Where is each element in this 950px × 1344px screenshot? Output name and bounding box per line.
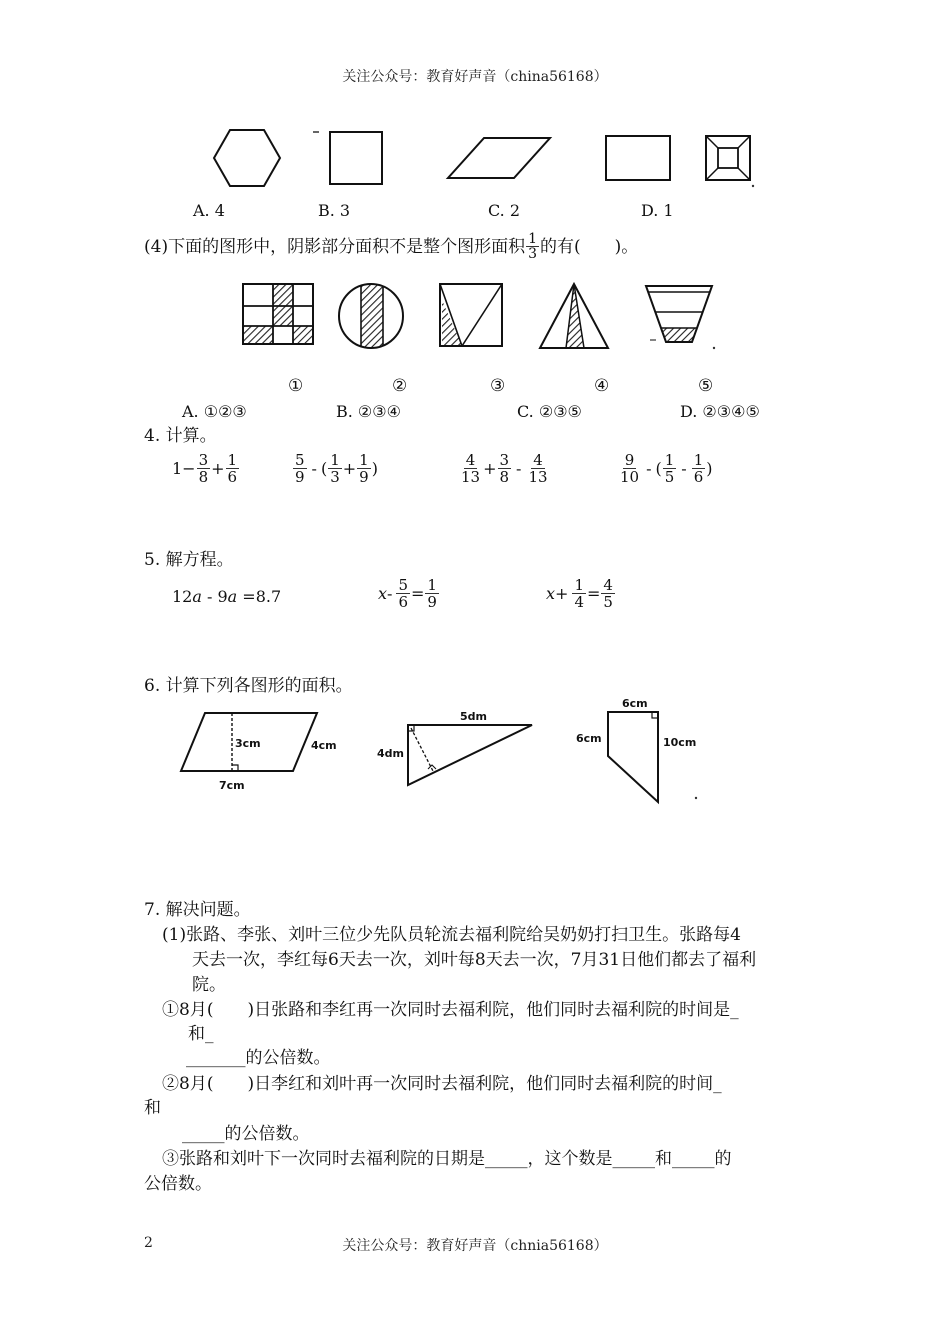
triangle-leg-label: 4dm xyxy=(377,747,404,760)
q4-label-2: ② xyxy=(392,376,408,396)
calc-4-op-2: - xyxy=(681,459,687,478)
triangle-hypotenuse-label: 5dm xyxy=(460,710,487,723)
q4-figure-4 xyxy=(540,284,608,348)
section-5-title: 5. 解方程。 xyxy=(144,550,234,570)
nested-square-shape xyxy=(706,136,750,180)
area-figure-triangle xyxy=(372,705,542,795)
calc-2-op-2: + xyxy=(342,459,357,478)
q4-figure-3 xyxy=(440,284,502,346)
calc-expr-1 xyxy=(172,452,240,485)
q4-option-c: C. ②③⑤ xyxy=(517,402,582,421)
q3-option-b: B. 3 xyxy=(318,201,351,220)
eq-3-frac-2: $\frac{4}{5}$ xyxy=(603,576,613,611)
sub-question-2-line-2: 和 xyxy=(144,1098,161,1118)
q4-frac-den: 3 xyxy=(528,246,538,262)
calc-3-frac-3: $\frac{4}{13}$ xyxy=(528,451,548,486)
q4-option-d: D. ②③④⑤ xyxy=(680,402,760,421)
eq-1-rhs: =8.7 xyxy=(237,587,282,606)
eq-1-op: - 9 xyxy=(201,587,228,606)
calc-2-frac-1: $\frac{5}{9}$ xyxy=(295,451,305,486)
section-4-title: 4. 计算。 xyxy=(144,426,217,446)
calc-expr-2 xyxy=(292,452,378,485)
q4-question xyxy=(144,232,638,261)
q4-figure-5 xyxy=(646,286,715,349)
eq-3-frac-1: $\frac{1}{4}$ xyxy=(574,576,584,611)
parallelogram-height-label: 3cm xyxy=(235,737,261,750)
eq-2-frac-2: $\frac{1}{9}$ xyxy=(427,576,437,611)
sub-question-3-line-1: ③张路和刘叶下一次同时去福利院的日期是_____，这个数是_____和_____的 xyxy=(162,1149,732,1169)
eq-2-frac-1: $\frac{5}{6}$ xyxy=(398,576,408,611)
calc-2-paren-open: ( xyxy=(320,459,328,478)
calc-1-frac-2: $\frac{1}{6}$ xyxy=(227,451,238,486)
calc-4-paren-open: ( xyxy=(655,459,662,478)
trapezoid-left-label: 6cm xyxy=(576,732,602,745)
square-shape xyxy=(330,132,382,184)
q3-option-d: D. 1 xyxy=(641,201,674,220)
page-footer: 关注公众号：教育好声音（chnia56168） xyxy=(342,1238,608,1254)
calc-3-op-1: + xyxy=(483,459,497,478)
q4-fraction xyxy=(526,232,539,261)
calc-1-frac-1: $\frac{3}{8}$ xyxy=(198,451,209,486)
page-header: 关注公众号：教育好声音（china56168） xyxy=(342,69,608,85)
sub-question-2-line-1: ②8月( )日李红和刘叶再一次同时去福利院，他们同时去福利院的时间_ xyxy=(162,1074,722,1094)
q4-figure-2 xyxy=(339,282,403,352)
hexagon-shape xyxy=(214,130,280,186)
section-7-title: 7. 解决问题。 xyxy=(144,900,251,920)
calc-2-frac-3: $\frac{1}{9}$ xyxy=(359,451,369,486)
q4-text-before: (4)下面的图形中，阴影部分面积不是整个图形面积 xyxy=(144,236,526,257)
area-figure-parallelogram xyxy=(175,705,345,795)
calc-expr-4 xyxy=(617,452,713,485)
calc-1-lead: 1− xyxy=(172,459,196,478)
eq-1-coef: 12 xyxy=(172,587,193,606)
calc-2-op-1: - xyxy=(311,459,317,478)
page-number: 2 xyxy=(144,1235,153,1251)
eq-2-op: - xyxy=(387,584,393,603)
sub-question-3-line-2: 公倍数。 xyxy=(144,1174,212,1194)
trapezoid-right-label: 10cm xyxy=(663,736,697,749)
q4-label-5: ⑤ xyxy=(698,376,714,396)
q3-shapes xyxy=(200,122,770,194)
eq-1-var-1: a xyxy=(192,587,202,606)
sub-question-1-line-2: 和_ xyxy=(188,1024,214,1044)
calc-4-frac-2: $\frac{1}{5}$ xyxy=(664,451,675,486)
parallelogram-side-label: 4cm xyxy=(311,739,337,752)
q4-figures xyxy=(230,276,730,356)
problem-1-line-3: 院。 xyxy=(192,975,226,995)
eq-2-var: x xyxy=(378,584,388,603)
calc-4-op-1: - xyxy=(646,459,652,478)
q4-figure-1 xyxy=(243,284,313,344)
q3-option-a: A. 4 xyxy=(193,201,225,220)
calc-2-paren-close: ) xyxy=(371,459,378,478)
eq-3-op: + xyxy=(555,584,569,603)
section-6-title: 6. 计算下列各图形的面积。 xyxy=(144,676,353,696)
sub-question-1-line-1: ①8月( )日张路和李红再一次同时去福利院，他们同时去福利院的时间是_ xyxy=(162,1000,739,1020)
q3-option-c: C. 2 xyxy=(488,201,521,220)
calc-3-frac-2: $\frac{3}{8}$ xyxy=(499,451,510,486)
problem-1-line-2: 天去一次，李红每6天去一次，刘叶每8天去一次，7月31日他们都去了福利 xyxy=(192,950,757,970)
eq-3-var: x xyxy=(546,584,556,603)
q4-text-after: 的有( )。 xyxy=(540,236,639,257)
calc-2-frac-2: $\frac{1}{3}$ xyxy=(330,451,340,486)
rectangle-shape xyxy=(606,136,670,180)
calc-3-frac-1: $\frac{4}{13}$ xyxy=(461,451,481,486)
q4-label-4: ④ xyxy=(594,376,610,396)
q4-option-a: A. ①②③ xyxy=(182,402,247,421)
parallelogram-shape xyxy=(448,138,550,178)
parallelogram-base-label: 7cm xyxy=(219,779,245,792)
calc-4-frac-3: $\frac{1}{6}$ xyxy=(693,451,704,486)
q4-option-b: B. ②③④ xyxy=(336,402,401,421)
eq-1-var-2: a xyxy=(227,587,238,606)
equation-2 xyxy=(378,577,440,610)
equation-1 xyxy=(172,587,281,606)
sub-question-2-line-3: _____的公倍数。 xyxy=(182,1124,310,1144)
calc-3-op-2: - xyxy=(516,459,522,478)
eq-2-equals: = xyxy=(410,584,425,603)
trapezoid-top-label: 6cm xyxy=(622,697,648,710)
calc-4-frac-1: $\frac{9}{10}$ xyxy=(620,451,640,486)
q4-label-3: ③ xyxy=(490,376,506,396)
calc-1-op: + xyxy=(211,459,225,478)
area-figure-trapezoid xyxy=(572,694,707,806)
calc-expr-3 xyxy=(458,452,551,485)
eq-3-equals: = xyxy=(586,584,601,603)
calc-4-paren-close: ) xyxy=(706,459,713,478)
sub-question-1-line-3: _______的公倍数。 xyxy=(186,1048,331,1068)
q4-frac-num: 1 xyxy=(528,231,538,247)
equation-3 xyxy=(546,577,616,610)
problem-1-line-1: (1)张路、李张、刘叶三位少先队员轮流去福利院给吴奶奶打扫卫生。张路每4 xyxy=(162,925,741,945)
q4-label-1: ① xyxy=(288,376,304,396)
